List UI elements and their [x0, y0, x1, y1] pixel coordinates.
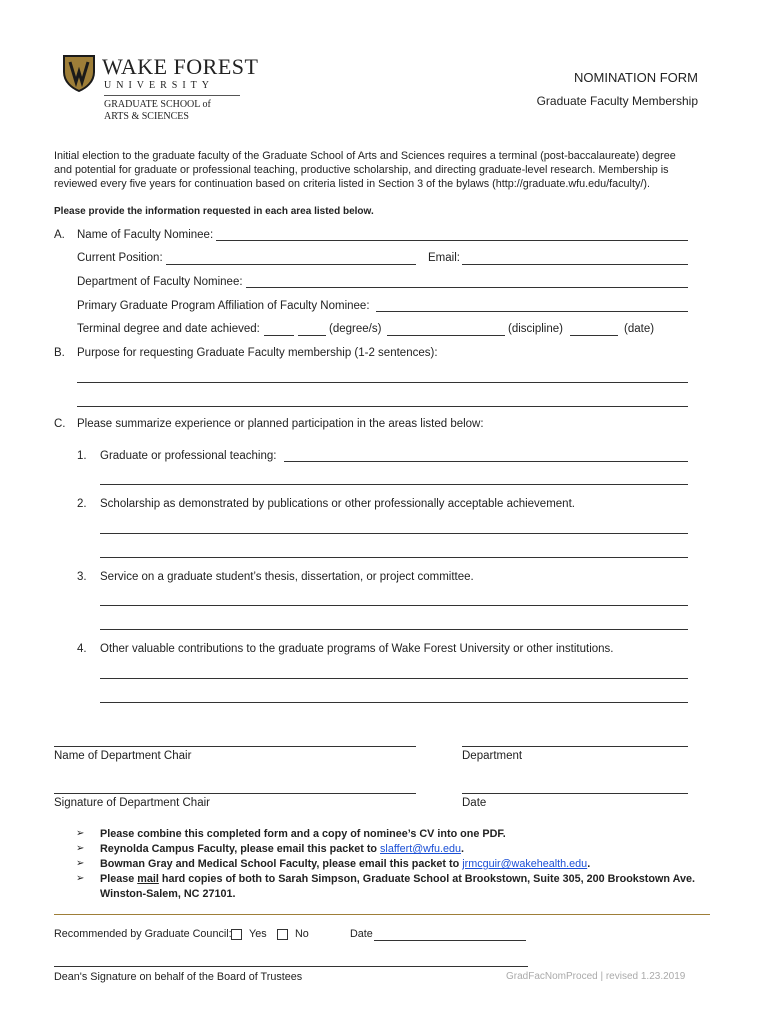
item-1-text: Graduate or professional teaching:: [100, 450, 277, 462]
position-field[interactable]: [166, 264, 416, 265]
contributions-line-2[interactable]: [100, 702, 688, 703]
chair-name-field[interactable]: [54, 746, 416, 747]
department-field[interactable]: [246, 287, 688, 288]
intro-line2: and potential for graduate or professional teaching, productive scholarship, and directing graduate-level research. Membership is: [54, 164, 669, 176]
purpose-label: Purpose for requesting Graduate Faculty membership (1-2 sentences):: [77, 347, 438, 359]
email-field[interactable]: [462, 264, 688, 265]
scholarship-line-1[interactable]: [100, 533, 688, 534]
intro-line1: Initial election to the graduate faculty of the Graduate School of Arts and Sciences requires a terminal (post-baccalaureate) degree: [54, 150, 676, 162]
degree-label: Terminal degree and date achieved:: [77, 323, 260, 335]
discipline-suffix: (discipline): [508, 323, 563, 335]
item-4-text: Other valuable contributions to the graduate programs of Wake Forest University or other institutions.: [100, 643, 614, 655]
revision-note: GradFacNomProced | revised 1.23.2019: [506, 971, 686, 982]
yes-label: Yes: [249, 928, 267, 940]
scholarship-line-2[interactable]: [100, 557, 688, 558]
chair-date-field[interactable]: [462, 793, 688, 794]
discipline-field[interactable]: [387, 335, 505, 336]
intro-line3: reviewed every five years for continuation based on criteria listed in Section 3 of the bylaws (http://graduate.wfu.edu/faculty/).: [54, 178, 650, 190]
section-c-marker: C.: [54, 418, 66, 430]
chair-signature-field[interactable]: [54, 793, 416, 794]
nominee-name-field[interactable]: [216, 240, 688, 241]
teaching-line-1[interactable]: [284, 461, 688, 462]
no-checkbox[interactable]: [277, 929, 288, 940]
item-4-num: 4.: [77, 643, 87, 655]
program-field[interactable]: [376, 311, 688, 312]
position-label: Current Position:: [77, 252, 163, 264]
purpose-line-1[interactable]: [77, 382, 688, 383]
note-4: Please mail hard copies of both to Sarah Simpson, Graduate School at Brookstown, Suite 305, 200 Brookstown Ave.: [100, 873, 695, 885]
reynolda-email-link[interactable]: slaffert@wfu.edu: [380, 843, 461, 855]
bullet-icon: ➢: [76, 858, 85, 869]
department-label: Department of Faculty Nominee:: [77, 276, 243, 288]
chair-signature-label: Signature of Department Chair: [54, 797, 210, 809]
chair-name-label: Name of Department Chair: [54, 750, 192, 762]
no-label: No: [295, 928, 309, 940]
note-1: Please combine this completed form and a copy of nominee’s CV into one PDF.: [100, 828, 506, 840]
note-2: Reynolda Campus Faculty, please email this packet to slaffert@wfu.edu.: [100, 843, 464, 855]
logo-school-line2: ARTS & SCIENCES: [104, 111, 189, 122]
section-b-marker: B.: [54, 347, 65, 359]
email-label: Email:: [428, 252, 460, 264]
degree-field-2[interactable]: [298, 335, 326, 336]
nominee-name-label: Name of Faculty Nominee:: [77, 229, 214, 241]
date-achieved-field[interactable]: [570, 335, 618, 336]
purpose-line-2[interactable]: [77, 406, 688, 407]
council-date-field[interactable]: [374, 940, 526, 941]
chair-date-label: Date: [462, 797, 487, 809]
summarize-label: Please summarize experience or planned participation in the areas listed below:: [77, 418, 484, 430]
degree-field-1[interactable]: [264, 335, 294, 336]
logo-divider: [104, 95, 240, 96]
bullet-icon: ➢: [76, 843, 85, 854]
form-title: NOMINATION FORM: [574, 70, 698, 85]
date-suffix: (date): [624, 323, 655, 335]
department-sign-field[interactable]: [462, 746, 688, 747]
bullet-icon: ➢: [76, 828, 85, 839]
section-a-marker: A.: [54, 229, 65, 241]
form-subtitle: Graduate Faculty Membership: [536, 94, 698, 108]
service-line-2[interactable]: [100, 629, 688, 630]
bowman-gray-email-link[interactable]: jrmcguir@wakehealth.edu: [462, 858, 588, 870]
logo-name: WAKE FOREST: [102, 54, 259, 79]
instruction: Please provide the information requested in each area listed below.: [54, 206, 374, 217]
logo-university: UNIVERSITY: [104, 80, 214, 91]
item-3-num: 3.: [77, 571, 87, 583]
note-3: Bowman Gray and Medical School Faculty, please email this packet to jrmcguir@wakehealth.edu.: [100, 858, 591, 870]
dean-signature-label: Dean's Signature on behalf of the Board of Trustees: [54, 971, 303, 983]
wake-forest-logo: [62, 52, 259, 124]
note-4-line2: Winston-Salem, NC 27101.: [100, 888, 236, 900]
item-1-num: 1.: [77, 450, 87, 462]
yes-checkbox[interactable]: [231, 929, 242, 940]
program-label: Primary Graduate Program Affiliation of Faculty Nominee:: [77, 300, 370, 312]
department-sign-label: Department: [462, 750, 523, 762]
teaching-line-2[interactable]: [100, 484, 688, 485]
item-3-text: Service on a graduate student’s thesis, dissertation, or project committee.: [100, 571, 474, 583]
logo-school-line1: GRADUATE SCHOOL of: [104, 99, 211, 110]
item-2-num: 2.: [77, 498, 87, 510]
degree-suffix: (degree/s): [329, 323, 382, 335]
contributions-line-1[interactable]: [100, 678, 688, 679]
council-date-label: Date: [350, 928, 373, 940]
service-line-1[interactable]: [100, 605, 688, 606]
shield-icon: [62, 54, 96, 92]
gold-divider: [54, 914, 710, 915]
council-label: Recommended by Graduate Council:: [54, 928, 232, 940]
dean-signature-field[interactable]: [54, 966, 528, 967]
bullet-icon: ➢: [76, 873, 85, 884]
item-2-text: Scholarship as demonstrated by publications or other professionally acceptable achievement.: [100, 498, 575, 510]
